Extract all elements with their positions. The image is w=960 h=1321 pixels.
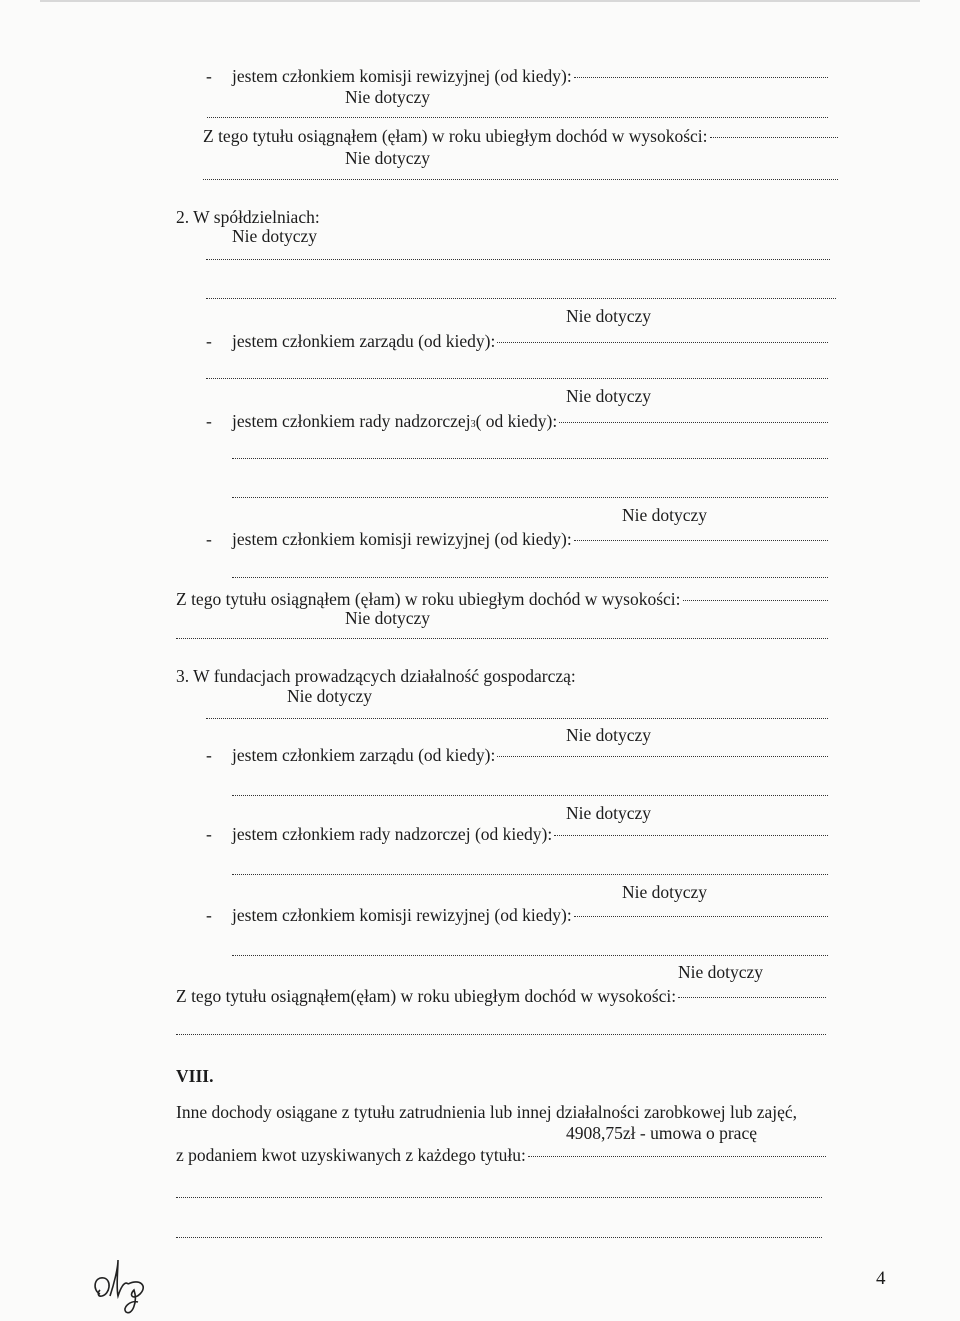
section-viii-line2-label: z podaniem kwot uzyskiwanych z każdego tytułu: xyxy=(176,1145,526,1165)
dash: - xyxy=(206,66,212,86)
item2-rada-line: jestem członkiem rady nadzorczej 3 ( od kiedy): xyxy=(232,411,828,431)
item3-komisja-line xyxy=(232,905,828,925)
item2-komisja-line xyxy=(232,529,828,549)
scan-edge xyxy=(40,0,920,2)
item3-rada-value: Nie dotyczy xyxy=(566,803,652,823)
item3-zarzad-value: Nie dotyczy xyxy=(566,725,652,745)
dotted-line xyxy=(176,1197,822,1198)
dash: - xyxy=(206,331,212,351)
item2-zarzad-label: jestem członkiem zarządu (od kiedy): xyxy=(232,331,496,351)
item2-income-label: Z tego tytułu osiągnąłem (ęłam) w roku ubiegłym dochód w wysokości: xyxy=(176,589,681,609)
dotted-line xyxy=(232,577,828,578)
handwritten-initials xyxy=(88,1250,158,1320)
section-viii-value: 4908,75zł - umowa o pracę xyxy=(566,1123,757,1143)
item2-rada-value: Nie dotyczy xyxy=(566,386,652,406)
item2-komisja-label: jestem członkiem komisji rewizyjnej (od kiedy): xyxy=(232,529,572,549)
section-viii-line2 xyxy=(176,1145,826,1165)
page-number: 4 xyxy=(876,1268,886,1289)
dash: - xyxy=(206,905,212,925)
item3-value: Nie dotyczy xyxy=(287,686,373,706)
item2-heading: 2. W spółdzielniach: xyxy=(176,207,320,227)
dotted-line xyxy=(232,955,828,956)
item3-income-line xyxy=(176,986,826,1006)
item3-rada-line xyxy=(232,824,828,844)
item3-komisja-value: Nie dotyczy xyxy=(622,882,708,902)
top-income-value: Nie dotyczy xyxy=(345,148,431,168)
item3-heading: 3. W fundacjach prowadzących działalność gospodarczą: xyxy=(176,666,576,686)
item3-zarzad-label: jestem członkiem zarządu (od kiedy): xyxy=(232,745,496,765)
top-komisja-label: jestem członkiem komisji rewizyjnej (od kiedy): xyxy=(232,66,572,86)
dotted-line xyxy=(176,638,828,639)
item2-value: Nie dotyczy xyxy=(232,226,318,246)
dotted-line xyxy=(232,497,828,498)
dotted-line xyxy=(232,458,828,459)
dash: - xyxy=(206,411,212,431)
dotted-line xyxy=(232,795,828,796)
item2-komisja-value: Nie dotyczy xyxy=(622,505,708,525)
dotted-line xyxy=(232,874,828,875)
item3-zarzad-line xyxy=(232,745,828,765)
top-komisja-line xyxy=(232,66,828,86)
top-income-line xyxy=(203,126,838,146)
top-komisja-value: Nie dotyczy xyxy=(345,87,431,107)
item3-rada-label: jestem członkiem rady nadzorczej (od kiedy): xyxy=(232,824,553,844)
item2-rada-tail: ( od kiedy): xyxy=(475,411,558,431)
dotted-line xyxy=(206,259,830,260)
dotted-line xyxy=(176,1237,822,1238)
dotted-line xyxy=(203,179,838,180)
top-income-label: Z tego tytułu osiągnąłem (ęłam) w roku ubiegłym dochód w wysokości: xyxy=(203,126,708,146)
section-viii-line1: Inne dochody osiągane z tytułu zatrudnienia lub innej działalności zarobkowej lub zajęć, xyxy=(176,1102,798,1122)
item3-komisja-label: jestem członkiem komisji rewizyjnej (od kiedy): xyxy=(232,905,572,925)
item2-income-value: Nie dotyczy xyxy=(345,608,431,628)
dotted-line xyxy=(207,117,828,118)
dash: - xyxy=(206,745,212,765)
item2-income-line xyxy=(176,589,828,609)
dash: - xyxy=(206,824,212,844)
section-viii-heading: VIII. xyxy=(176,1066,214,1086)
item3-income-value: Nie dotyczy xyxy=(678,962,764,982)
item3-income-label: Z tego tytułu osiągnąłem(ęłam) w roku ubiegłym dochód w wysokości: xyxy=(176,986,677,1006)
item2-zarzad-line xyxy=(232,331,828,351)
dotted-line xyxy=(206,378,828,379)
dash: - xyxy=(206,529,212,549)
item2-zarzad-value: Nie dotyczy xyxy=(566,306,652,326)
item2-rada-label: jestem członkiem rady nadzorczej xyxy=(232,411,471,431)
dotted-line xyxy=(206,718,828,719)
dotted-line xyxy=(206,298,836,299)
dotted-line xyxy=(176,1034,826,1035)
